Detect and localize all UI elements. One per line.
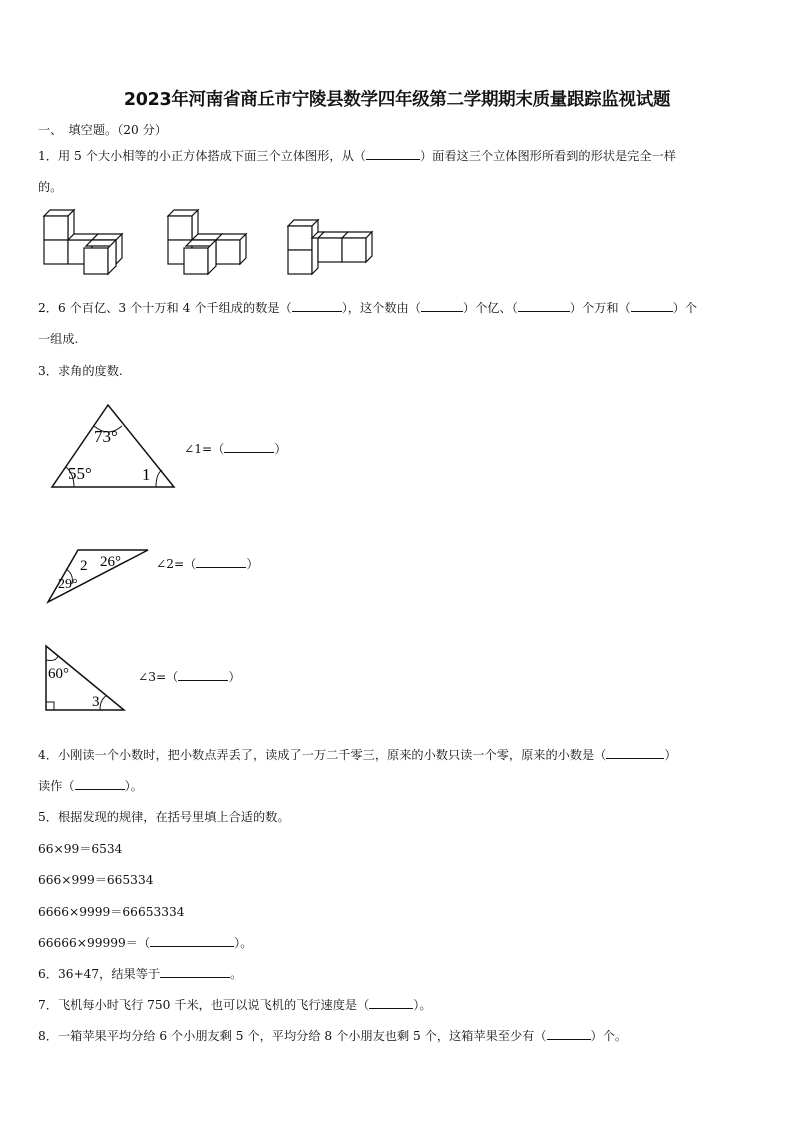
answer-blank[interactable] xyxy=(518,300,570,312)
question-7: 7．飞机每小时飞行 750 千米，也可以说飞机的飞行速度是（ ）。 xyxy=(38,998,432,1012)
angle-label-73: 73° xyxy=(94,427,118,446)
answer-blank[interactable] xyxy=(224,441,274,453)
angle-label-1: 1 xyxy=(142,465,151,484)
angle-2-answer: ∠2=（ ） xyxy=(156,557,259,571)
section-heading: 一、 填空题。（20 分） xyxy=(38,123,168,137)
question-1-cont: 的。 xyxy=(38,180,63,194)
answer-blank[interactable] xyxy=(75,778,125,790)
angle-3-answer: ∠3=（ ） xyxy=(138,670,241,684)
equation-3: 6666×9999＝66653334 xyxy=(38,905,185,919)
cube-figures xyxy=(38,204,383,282)
question-5: 5．根据发现的规律，在括号里填上合适的数。 xyxy=(38,810,290,824)
question-2: 2．6 个百亿、3 个十万和 4 个千组成的数是（ ），这个数由（ ）个亿、（ ）个万和（ ）个 xyxy=(38,301,698,315)
equation-2: 666×999＝665334 xyxy=(38,873,154,887)
triangle-2 xyxy=(44,544,150,606)
angle-label-60: 60° xyxy=(48,666,69,682)
answer-blank[interactable] xyxy=(292,300,342,312)
answer-blank[interactable] xyxy=(631,300,673,312)
answer-blank[interactable] xyxy=(150,935,234,947)
triangle-1 xyxy=(46,400,181,496)
equation-4: 66666×99999＝（ ）。 xyxy=(38,936,253,950)
question-2-cont: 一组成. xyxy=(38,332,79,346)
answer-blank[interactable] xyxy=(421,300,463,312)
question-6: 6．36+47，结果等于 。 xyxy=(38,967,243,981)
answer-blank[interactable] xyxy=(160,966,230,978)
question-4: 4．小刚读一个小数时，把小数点弄丢了，读成了一万二千零三，原来的小数只读一个零，原来的小数是（ ） xyxy=(38,748,677,762)
answer-blank[interactable] xyxy=(606,747,664,759)
cube-figure-a xyxy=(44,210,122,274)
question-1: 1．用 5 个大小相等的小正方体搭成下面三个立体图形，从（ ）面看这三个立体图形所看到的形状是完全一样 xyxy=(38,149,676,163)
page-title: 2023年河南省商丘市宁陵县数学四年级第二学期期末质量跟踪监视试题 xyxy=(123,90,671,110)
answer-blank[interactable] xyxy=(366,148,420,160)
angle-1-answer: ∠1=（ ） xyxy=(184,442,287,456)
answer-blank[interactable] xyxy=(178,669,228,681)
angle-label-2: 2 xyxy=(80,558,88,574)
question-8: 8．一箱苹果平均分给 6 个小朋友剩 5 个，平均分给 8 个小朋友也剩 5 个，这箱苹果至少有（ ）个。 xyxy=(38,1029,628,1043)
equation-1: 66×99＝6534 xyxy=(38,842,123,856)
question-3: 3．求角的度数. xyxy=(38,364,123,378)
answer-blank[interactable] xyxy=(369,997,413,1009)
angle-label-26: 26° xyxy=(100,554,121,570)
angle-label-3: 3 xyxy=(92,694,100,710)
answer-blank[interactable] xyxy=(547,1028,591,1040)
cube-figure-c xyxy=(288,220,372,274)
cube-figure-b xyxy=(168,210,246,274)
angle-label-55: 55° xyxy=(68,464,92,483)
triangle-3 xyxy=(40,640,130,720)
answer-blank[interactable] xyxy=(196,556,246,568)
angle-label-29: 29° xyxy=(58,577,78,592)
question-4-cont: 读作（ ）。 xyxy=(38,779,143,793)
